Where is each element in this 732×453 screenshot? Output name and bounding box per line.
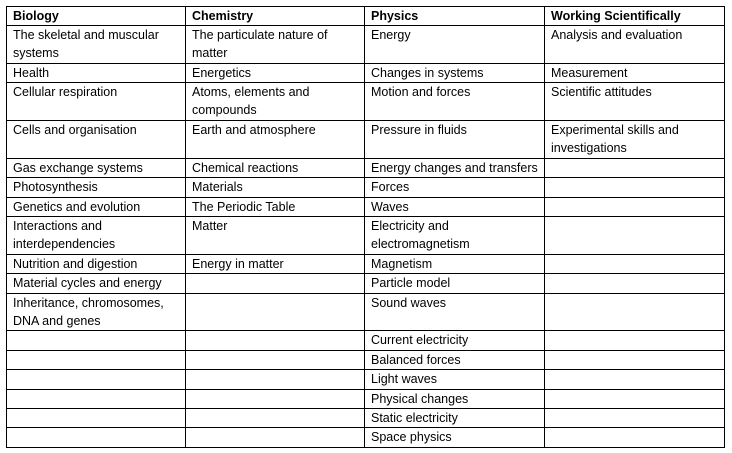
cell-biology: Cellular respiration <box>7 83 186 121</box>
table-row <box>7 83 725 121</box>
cell-working-scientifically <box>545 370 725 389</box>
cell-working-scientifically <box>545 197 725 216</box>
cell-biology: Gas exchange systems <box>7 158 186 177</box>
header-biology: Biology <box>7 7 186 26</box>
table-row <box>7 331 725 350</box>
cell-chemistry: Matter <box>186 217 365 255</box>
table-row <box>7 63 725 82</box>
cell-chemistry <box>186 389 365 408</box>
cell-chemistry: Atoms, elements and compounds <box>186 83 365 121</box>
cell-working-scientifically <box>545 274 725 293</box>
cell-biology <box>7 370 186 389</box>
table-row <box>7 217 725 255</box>
cell-physics: Energy changes and transfers <box>365 158 545 177</box>
cell-physics: Energy <box>365 26 545 64</box>
cell-chemistry: Energetics <box>186 63 365 82</box>
cell-chemistry: Energy in matter <box>186 254 365 273</box>
cell-physics: Motion and forces <box>365 83 545 121</box>
table-row <box>7 409 725 428</box>
cell-physics: Forces <box>365 178 545 197</box>
cell-biology: Photosynthesis <box>7 178 186 197</box>
cell-physics: Balanced forces <box>365 350 545 369</box>
cell-working-scientifically <box>545 217 725 255</box>
cell-chemistry <box>186 370 365 389</box>
cell-physics: Sound waves <box>365 293 545 331</box>
cell-physics: Light waves <box>365 370 545 389</box>
cell-working-scientifically <box>545 428 725 448</box>
table-row <box>7 178 725 197</box>
cell-working-scientifically <box>545 158 725 177</box>
cell-working-scientifically <box>545 293 725 331</box>
cell-physics: Current electricity <box>365 331 545 350</box>
cell-biology: Material cycles and energy <box>7 274 186 293</box>
table-row <box>7 428 725 448</box>
cell-working-scientifically: Experimental skills and investigations <box>545 121 725 159</box>
cell-biology <box>7 409 186 428</box>
cell-physics: Waves <box>365 197 545 216</box>
cell-chemistry <box>186 274 365 293</box>
table-row <box>7 293 725 331</box>
cell-chemistry <box>186 350 365 369</box>
cell-physics: Static electricity <box>365 409 545 428</box>
cell-working-scientifically: Scientific attitudes <box>545 83 725 121</box>
cell-physics: Space physics <box>365 428 545 448</box>
cell-biology <box>7 350 186 369</box>
cell-working-scientifically: Measurement <box>545 63 725 82</box>
cell-physics: Particle model <box>365 274 545 293</box>
cell-biology: Inheritance, chromosomes, DNA and genes <box>7 293 186 331</box>
header-row <box>7 7 725 26</box>
document-page <box>6 6 724 448</box>
cell-chemistry: Chemical reactions <box>186 158 365 177</box>
cell-chemistry: The Periodic Table <box>186 197 365 216</box>
cell-physics: Changes in systems <box>365 63 545 82</box>
cell-chemistry: Materials <box>186 178 365 197</box>
table-row <box>7 274 725 293</box>
table-row <box>7 389 725 408</box>
table-row <box>7 254 725 273</box>
cell-working-scientifically <box>545 389 725 408</box>
header-physics: Physics <box>365 7 545 26</box>
cell-biology: Cells and organisation <box>7 121 186 159</box>
cell-working-scientifically <box>545 254 725 273</box>
table-row <box>7 158 725 177</box>
cell-working-scientifically <box>545 350 725 369</box>
cell-chemistry <box>186 293 365 331</box>
table-row <box>7 26 725 64</box>
curriculum-table <box>6 6 725 448</box>
table-row <box>7 350 725 369</box>
table-body <box>7 26 725 448</box>
cell-physics: Electricity and electromagnetism <box>365 217 545 255</box>
table-row <box>7 197 725 216</box>
header-working-scientifically: Working Scientifically <box>545 7 725 26</box>
header-chemistry: Chemistry <box>186 7 365 26</box>
table-row <box>7 121 725 159</box>
cell-physics: Physical changes <box>365 389 545 408</box>
table-row <box>7 370 725 389</box>
cell-chemistry: The particulate nature of matter <box>186 26 365 64</box>
cell-working-scientifically <box>545 331 725 350</box>
cell-working-scientifically <box>545 409 725 428</box>
cell-physics: Magnetism <box>365 254 545 273</box>
cell-chemistry <box>186 428 365 448</box>
cell-chemistry <box>186 331 365 350</box>
cell-biology <box>7 331 186 350</box>
cell-biology: Health <box>7 63 186 82</box>
cell-chemistry: Earth and atmosphere <box>186 121 365 159</box>
cell-biology <box>7 389 186 408</box>
cell-chemistry <box>186 409 365 428</box>
cell-biology: Interactions and interdependencies <box>7 217 186 255</box>
cell-biology <box>7 428 186 448</box>
cell-biology: Genetics and evolution <box>7 197 186 216</box>
cell-working-scientifically <box>545 178 725 197</box>
cell-biology: The skeletal and muscular systems <box>7 26 186 64</box>
cell-physics: Pressure in fluids <box>365 121 545 159</box>
cell-biology: Nutrition and digestion <box>7 254 186 273</box>
cell-working-scientifically: Analysis and evaluation <box>545 26 725 64</box>
